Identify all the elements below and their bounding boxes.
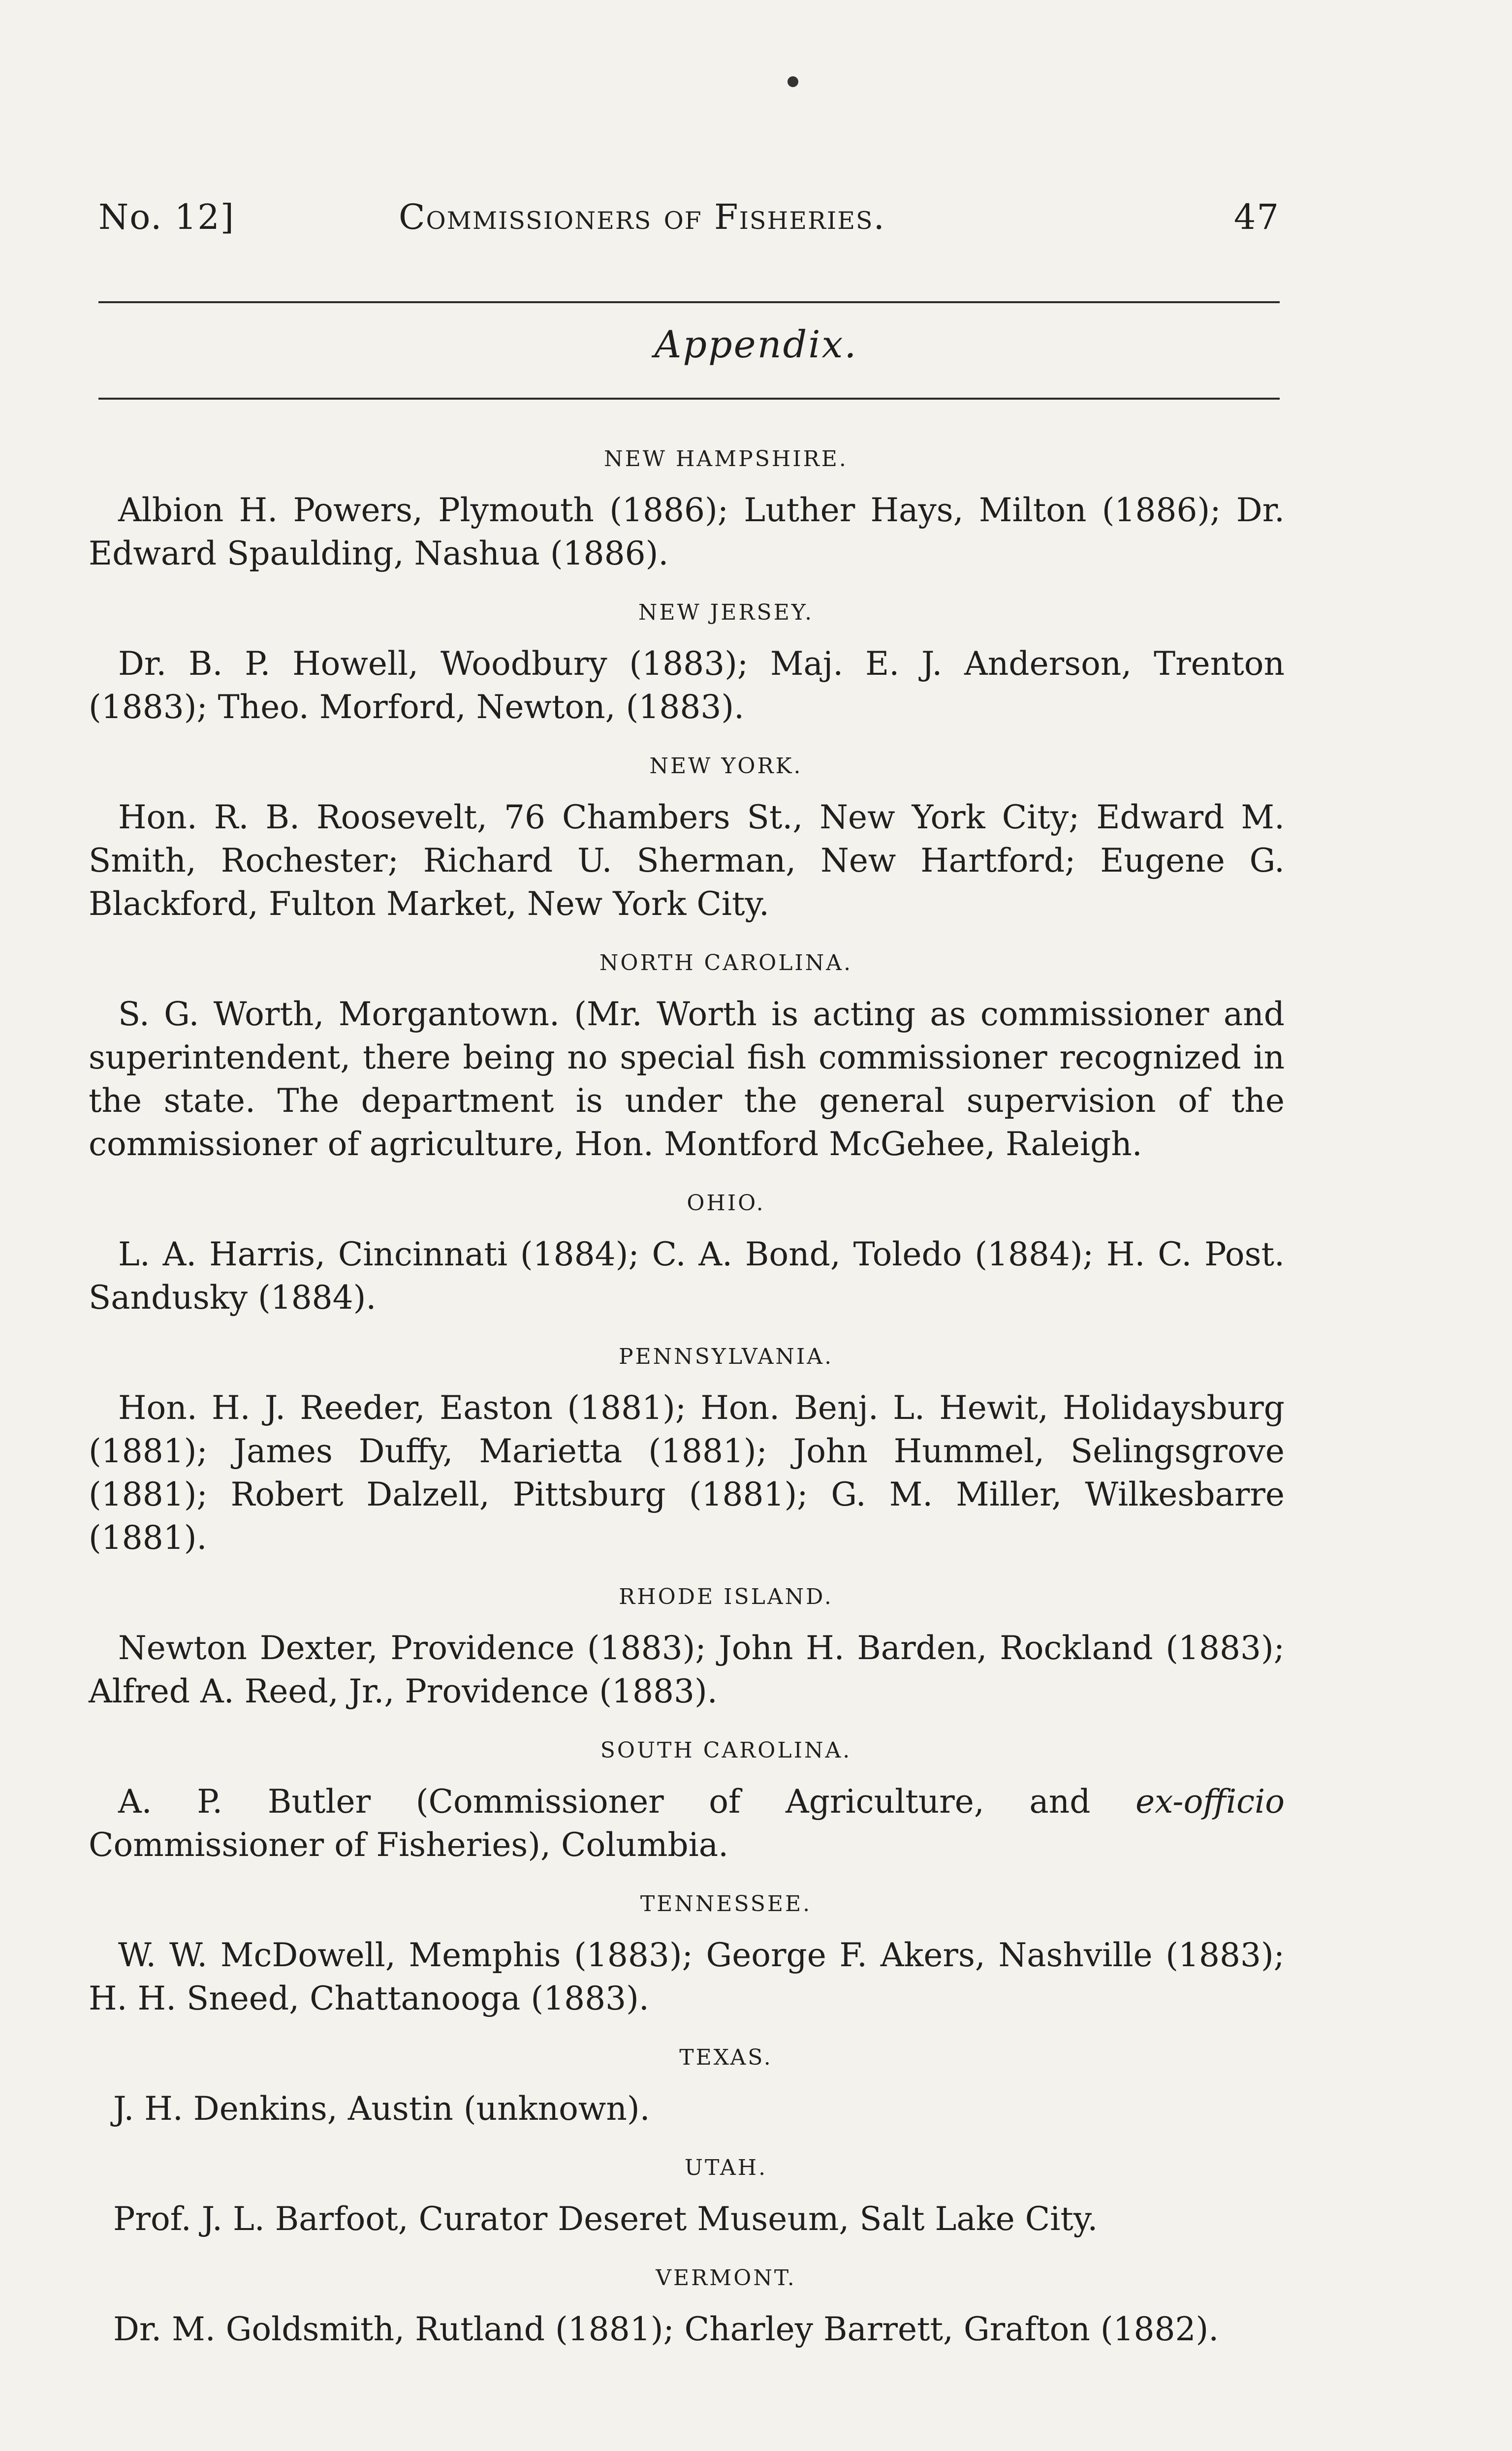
- appendix-heading: Appendix.: [654, 322, 858, 366]
- page-number: 47: [1233, 197, 1280, 237]
- state-heading: NORTH CAROLINA.: [599, 950, 853, 975]
- state-heading: VERMONT.: [656, 2265, 796, 2291]
- section-south-carolina: [89, 1737, 1285, 1867]
- section-vermont: [89, 2264, 1285, 2351]
- commissioner-entry: Hon. R. B. Roosevelt, 76 Chambers St., New York City; Edward M. Smith, Rochester; Richard U. Sherman, New Hartford; Eugene G. Blackford, Fulton Market, New York City.: [89, 798, 1285, 923]
- state-heading: RHODE ISLAND.: [619, 1584, 833, 1609]
- ink-speck-mark: [788, 76, 798, 87]
- commissioner-entry: Dr. M. Goldsmith, Rutland (1881); Charley Barrett, Grafton (1882).: [113, 2310, 1219, 2348]
- entry-text-italic: ex-officio: [1135, 1783, 1285, 1821]
- header-rule-bottom: [98, 398, 1280, 400]
- state-heading: SOUTH CAROLINA.: [600, 1738, 852, 1763]
- running-title: Commissioners of Fisheries.: [399, 197, 885, 237]
- section-pennsylvania: [89, 1343, 1285, 1560]
- section-ohio: [89, 1190, 1285, 1320]
- commissioner-entry: Dr. B. P. Howell, Woodbury (1883); Maj. E. J. Anderson, Trenton (1883); Theo. Morford, Newton, (1883).: [89, 645, 1285, 726]
- state-heading: NEW JERSEY.: [638, 600, 814, 625]
- commissioner-entry: Newton Dexter, Providence (1883); John H. Barden, Rockland (1883); Alfred A. Reed, Jr., Providence (1883).: [89, 1629, 1285, 1710]
- state-heading: PENNSYLVANIA.: [618, 1344, 834, 1369]
- commissioner-entry: Hon. H. J. Reeder, Easton (1881); Hon. Benj. L. Hewit, Holidaysburg (1881); James Duffy, Marietta (1881); John Hummel, Selingsgrove (1881); Robert Dalzell, Pittsburg (1881); G. M. Miller, Wilkesbarre (1881).: [89, 1389, 1285, 1557]
- state-heading: NEW HAMPSHIRE.: [604, 446, 848, 471]
- commissioner-entry: W. W. McDowell, Memphis (1883); George F. Akers, Nashville (1883); H. H. Sneed, Chattanooga (1883).: [89, 1936, 1285, 2017]
- state-heading: OHIO.: [687, 1191, 765, 1216]
- commissioner-entry: S. G. Worth, Morgantown. (Mr. Worth is acting as commissioner and superintendent, there being no special fish commissioner recognized in the state. The department is under the general supervision of the commissioner of agriculture, Hon. Montford McGehee, Raleigh.: [89, 995, 1285, 1163]
- entry-text-after: Commissioner of Fisheries), Columbia.: [89, 1826, 729, 1864]
- state-listing: [89, 445, 1285, 2375]
- section-new-hampshire: [89, 445, 1285, 575]
- commissioner-entry: [89, 1780, 1285, 1867]
- running-header: [98, 197, 1280, 246]
- entry-text-before: A. P. Butler (Commissioner of Agriculture, and: [118, 1783, 1136, 1821]
- state-heading: TENNESSEE.: [640, 1891, 812, 1917]
- section-rhode-island: [89, 1583, 1285, 1713]
- section-new-york: [89, 753, 1285, 926]
- section-texas: [89, 2044, 1285, 2131]
- commissioner-entry: Albion H. Powers, Plymouth (1886); Luther Hays, Milton (1886); Dr. Edward Spaulding, Nashua (1886).: [89, 491, 1285, 572]
- header-rule-top: [98, 301, 1280, 303]
- section-tennessee: [89, 1890, 1285, 2020]
- commissioner-entry: J. H. Denkins, Austin (unknown).: [113, 2090, 650, 2128]
- commissioner-entry: Prof. J. L. Barfoot, Curator Deseret Museum, Salt Lake City.: [113, 2200, 1098, 2238]
- state-heading: UTAH.: [684, 2155, 768, 2180]
- state-heading: NEW YORK.: [649, 754, 803, 779]
- section-utah: [89, 2154, 1285, 2241]
- document-number: No. 12]: [98, 197, 235, 237]
- commissioner-entry: L. A. Harris, Cincinnati (1884); C. A. Bond, Toledo (1884); H. C. Post. Sandusky (1884).: [89, 1235, 1285, 1317]
- section-north-carolina: [89, 949, 1285, 1166]
- section-new-jersey: [89, 599, 1285, 729]
- state-heading: TEXAS.: [679, 2045, 773, 2070]
